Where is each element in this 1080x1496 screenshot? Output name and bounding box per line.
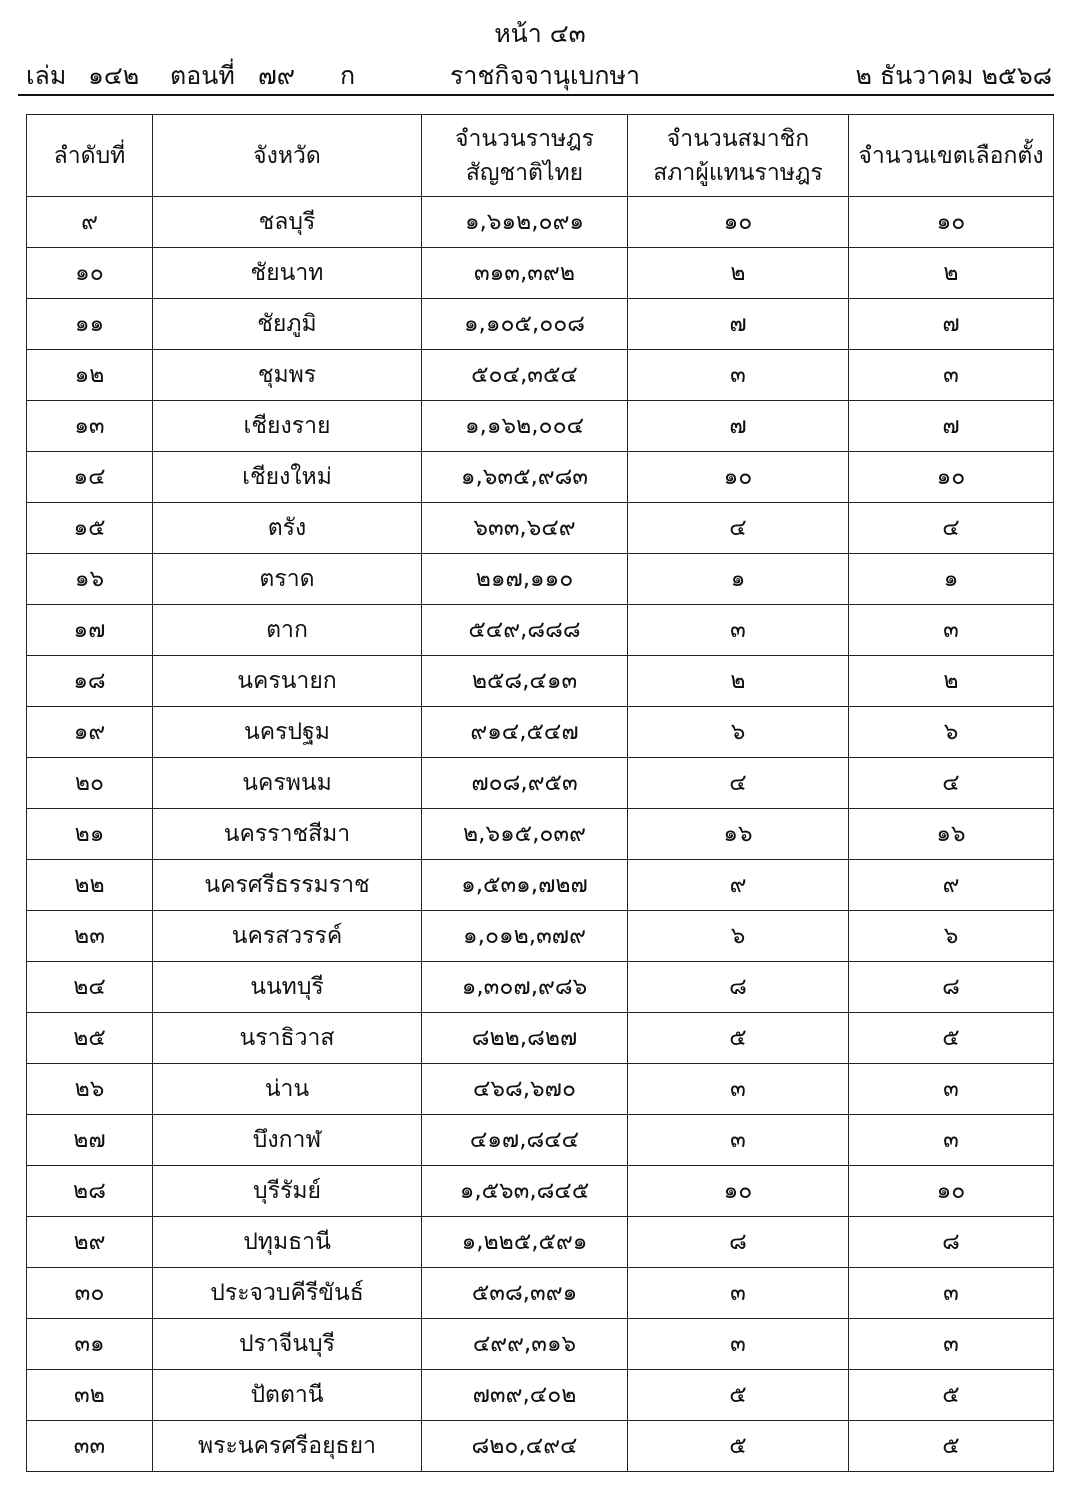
table-row	[27, 1064, 1054, 1115]
gazette-header	[0, 56, 1080, 90]
cell-order: ๒๗	[27, 1115, 153, 1166]
cell-districts: ๕	[849, 1013, 1054, 1064]
cell-population: ๑,๑๖๒,๐๐๔	[422, 401, 628, 452]
cell-province: ปราจีนบุรี	[153, 1319, 422, 1370]
cell-districts: ๓	[849, 605, 1054, 656]
cell-districts: ๓	[849, 1319, 1054, 1370]
cell-order: ๒๑	[27, 809, 153, 860]
cell-order: ๑๖	[27, 554, 153, 605]
table-row	[27, 248, 1054, 299]
col-header-districts: จำนวนเขตเลือกตั้ง	[849, 115, 1054, 197]
cell-province: พระนครศรีอยุธยา	[153, 1421, 422, 1472]
cell-mps: ๑	[628, 554, 849, 605]
cell-order: ๒๙	[27, 1217, 153, 1268]
gazette-title: ราชกิจจานุเบกษา	[450, 61, 641, 90]
cell-population: ๕๓๘,๓๙๑	[422, 1268, 628, 1319]
cell-population: ๔๙๙,๓๑๖	[422, 1319, 628, 1370]
table-row	[27, 299, 1054, 350]
cell-province: ตาก	[153, 605, 422, 656]
cell-order: ๒๔	[27, 962, 153, 1013]
cell-province: ปัตตานี	[153, 1370, 422, 1421]
table-row	[27, 1166, 1054, 1217]
cell-order: ๑๐	[27, 248, 153, 299]
cell-mps: ๗	[628, 401, 849, 452]
cell-mps: ๖	[628, 707, 849, 758]
cell-order: ๓๑	[27, 1319, 153, 1370]
cell-mps: ๑๐	[628, 197, 849, 248]
table-header	[27, 115, 1054, 197]
cell-districts: ๓	[849, 1268, 1054, 1319]
cell-mps: ๕	[628, 1421, 849, 1472]
cell-order: ๑๑	[27, 299, 153, 350]
cell-districts: ๓	[849, 1115, 1054, 1166]
cell-districts: ๔	[849, 758, 1054, 809]
cell-districts: ๖	[849, 707, 1054, 758]
cell-order: ๑๘	[27, 656, 153, 707]
cell-mps: ๔	[628, 758, 849, 809]
cell-province: ชัยนาท	[153, 248, 422, 299]
cell-districts: ๕	[849, 1370, 1054, 1421]
cell-districts: ๒	[849, 248, 1054, 299]
cell-province: บึงกาฬ	[153, 1115, 422, 1166]
cell-mps: ๘	[628, 962, 849, 1013]
table-row	[27, 707, 1054, 758]
cell-population: ๑,๐๑๒,๓๗๙	[422, 911, 628, 962]
header-divider	[18, 94, 1054, 96]
cell-districts: ๑๐	[849, 197, 1054, 248]
cell-mps: ๕	[628, 1013, 849, 1064]
cell-districts: ๙	[849, 860, 1054, 911]
province-table	[26, 114, 1054, 1472]
cell-mps: ๓	[628, 1064, 849, 1115]
cell-province: นราธิวาส	[153, 1013, 422, 1064]
cell-order: ๙	[27, 197, 153, 248]
cell-districts: ๗	[849, 401, 1054, 452]
cell-order: ๒๘	[27, 1166, 153, 1217]
cell-mps: ๑๐	[628, 452, 849, 503]
cell-districts: ๕	[849, 1421, 1054, 1472]
cell-population: ๒๑๗,๑๑๐	[422, 554, 628, 605]
cell-province: นครนายก	[153, 656, 422, 707]
cell-districts: ๓	[849, 1064, 1054, 1115]
page-number: หน้า ๔๓	[494, 19, 586, 48]
cell-population: ๓๑๓,๓๙๒	[422, 248, 628, 299]
cell-districts: ๑๐	[849, 1166, 1054, 1217]
cell-districts: ๓	[849, 350, 1054, 401]
table-row	[27, 1319, 1054, 1370]
cell-mps: ๖	[628, 911, 849, 962]
table-row	[27, 656, 1054, 707]
cell-order: ๓๐	[27, 1268, 153, 1319]
cell-mps: ๙	[628, 860, 849, 911]
table-body	[27, 197, 1054, 1472]
cell-order: ๑๔	[27, 452, 153, 503]
cell-districts: ๖	[849, 911, 1054, 962]
table-row	[27, 962, 1054, 1013]
cell-order: ๒๖	[27, 1064, 153, 1115]
cell-population: ๑,๕๓๑,๗๒๗	[422, 860, 628, 911]
cell-districts: ๑๐	[849, 452, 1054, 503]
cell-order: ๑๙	[27, 707, 153, 758]
col-header-population	[422, 115, 628, 197]
cell-province: นครศรีธรรมราช	[153, 860, 422, 911]
cell-population: ๒๕๘,๔๑๓	[422, 656, 628, 707]
cell-districts: ๒	[849, 656, 1054, 707]
cell-order: ๑๒	[27, 350, 153, 401]
cell-province: เชียงราย	[153, 401, 422, 452]
cell-mps: ๗	[628, 299, 849, 350]
cell-mps: ๑๐	[628, 1166, 849, 1217]
cell-province: นนทบุรี	[153, 962, 422, 1013]
cell-province: น่าน	[153, 1064, 422, 1115]
cell-province: ชัยภูมิ	[153, 299, 422, 350]
cell-mps: ๓	[628, 350, 849, 401]
col-header-order: ลำดับที่	[27, 115, 153, 197]
cell-province: นครพนม	[153, 758, 422, 809]
cell-districts: ๑	[849, 554, 1054, 605]
table-row	[27, 1370, 1054, 1421]
cell-province: นครสวรรค์	[153, 911, 422, 962]
cell-province: ตรัง	[153, 503, 422, 554]
cell-province: ชุมพร	[153, 350, 422, 401]
cell-districts: ๑๖	[849, 809, 1054, 860]
cell-population: ๑,๖๑๒,๐๙๑	[422, 197, 628, 248]
cell-mps: ๒	[628, 656, 849, 707]
cell-province: ประจวบคีรีขันธ์	[153, 1268, 422, 1319]
cell-population: ๑,๓๐๗,๙๘๖	[422, 962, 628, 1013]
col-header-province: จังหวัด	[153, 115, 422, 197]
cell-order: ๒๐	[27, 758, 153, 809]
cell-population: ๑,๖๓๕,๙๘๓	[422, 452, 628, 503]
table-row	[27, 401, 1054, 452]
table-row	[27, 554, 1054, 605]
cell-mps: ๔	[628, 503, 849, 554]
table-row	[27, 1268, 1054, 1319]
cell-population: ๖๓๓,๖๔๙	[422, 503, 628, 554]
col-header-mps	[628, 115, 849, 197]
volume-label: เล่ม	[26, 61, 67, 90]
table-row	[27, 1217, 1054, 1268]
table-row	[27, 350, 1054, 401]
table-row	[27, 605, 1054, 656]
col-header-mps-line2: สภาผู้แทนราษฎร	[653, 159, 823, 186]
cell-province: บุรีรัมย์	[153, 1166, 422, 1217]
section-number: ๗๙	[258, 61, 296, 90]
section-letter: ก	[340, 61, 356, 90]
cell-province: เชียงใหม่	[153, 452, 422, 503]
table-row	[27, 1115, 1054, 1166]
cell-mps: ๘	[628, 1217, 849, 1268]
cell-mps: ๓	[628, 1319, 849, 1370]
cell-order: ๑๗	[27, 605, 153, 656]
cell-order: ๑๓	[27, 401, 153, 452]
table-row	[27, 860, 1054, 911]
cell-mps: ๕	[628, 1370, 849, 1421]
col-header-population-line2: สัญชาติไทย	[465, 159, 584, 186]
cell-districts: ๘	[849, 962, 1054, 1013]
cell-population: ๕๐๔,๓๕๔	[422, 350, 628, 401]
cell-order: ๑๕	[27, 503, 153, 554]
cell-province: นครราชสีมา	[153, 809, 422, 860]
cell-population: ๑,๕๖๓,๘๔๕	[422, 1166, 628, 1217]
cell-order: ๒๒	[27, 860, 153, 911]
cell-order: ๓๒	[27, 1370, 153, 1421]
cell-population: ๔๑๗,๘๔๔	[422, 1115, 628, 1166]
cell-population: ๗๓๙,๔๐๒	[422, 1370, 628, 1421]
table-row	[27, 1013, 1054, 1064]
section-label: ตอนที่	[170, 61, 235, 90]
col-header-mps-line1: จำนวนสมาชิก	[666, 125, 810, 152]
cell-population: ๘๒๐,๔๙๔	[422, 1421, 628, 1472]
cell-districts: ๔	[849, 503, 1054, 554]
cell-population: ๘๒๒,๘๒๗	[422, 1013, 628, 1064]
table-row	[27, 197, 1054, 248]
cell-mps: ๓	[628, 605, 849, 656]
volume-number: ๑๔๒	[88, 61, 140, 90]
cell-population: ๑,๑๐๕,๐๐๘	[422, 299, 628, 350]
cell-mps: ๒	[628, 248, 849, 299]
cell-districts: ๗	[849, 299, 1054, 350]
col-header-population-line1: จำนวนราษฎร	[455, 125, 594, 152]
cell-population: ๑,๒๒๕,๕๙๑	[422, 1217, 628, 1268]
cell-population: ๔๖๘,๖๗๐	[422, 1064, 628, 1115]
cell-population: ๕๔๙,๘๘๘	[422, 605, 628, 656]
table-row	[27, 809, 1054, 860]
publication-date: ๒ ธันวาคม ๒๕๖๘	[855, 61, 1052, 90]
cell-mps: ๓	[628, 1268, 849, 1319]
cell-population: ๙๑๔,๕๔๗	[422, 707, 628, 758]
cell-districts: ๘	[849, 1217, 1054, 1268]
cell-province: ปทุมธานี	[153, 1217, 422, 1268]
cell-order: ๒๕	[27, 1013, 153, 1064]
table-row	[27, 911, 1054, 962]
table-row	[27, 758, 1054, 809]
cell-province: ชลบุรี	[153, 197, 422, 248]
cell-order: ๓๓	[27, 1421, 153, 1472]
cell-province: นครปฐม	[153, 707, 422, 758]
table-row	[27, 452, 1054, 503]
cell-province: ตราด	[153, 554, 422, 605]
table-row	[27, 503, 1054, 554]
cell-population: ๗๐๘,๙๕๓	[422, 758, 628, 809]
cell-population: ๒,๖๑๕,๐๓๙	[422, 809, 628, 860]
cell-mps: ๑๖	[628, 809, 849, 860]
table-row	[27, 1421, 1054, 1472]
cell-mps: ๓	[628, 1115, 849, 1166]
cell-order: ๒๓	[27, 911, 153, 962]
